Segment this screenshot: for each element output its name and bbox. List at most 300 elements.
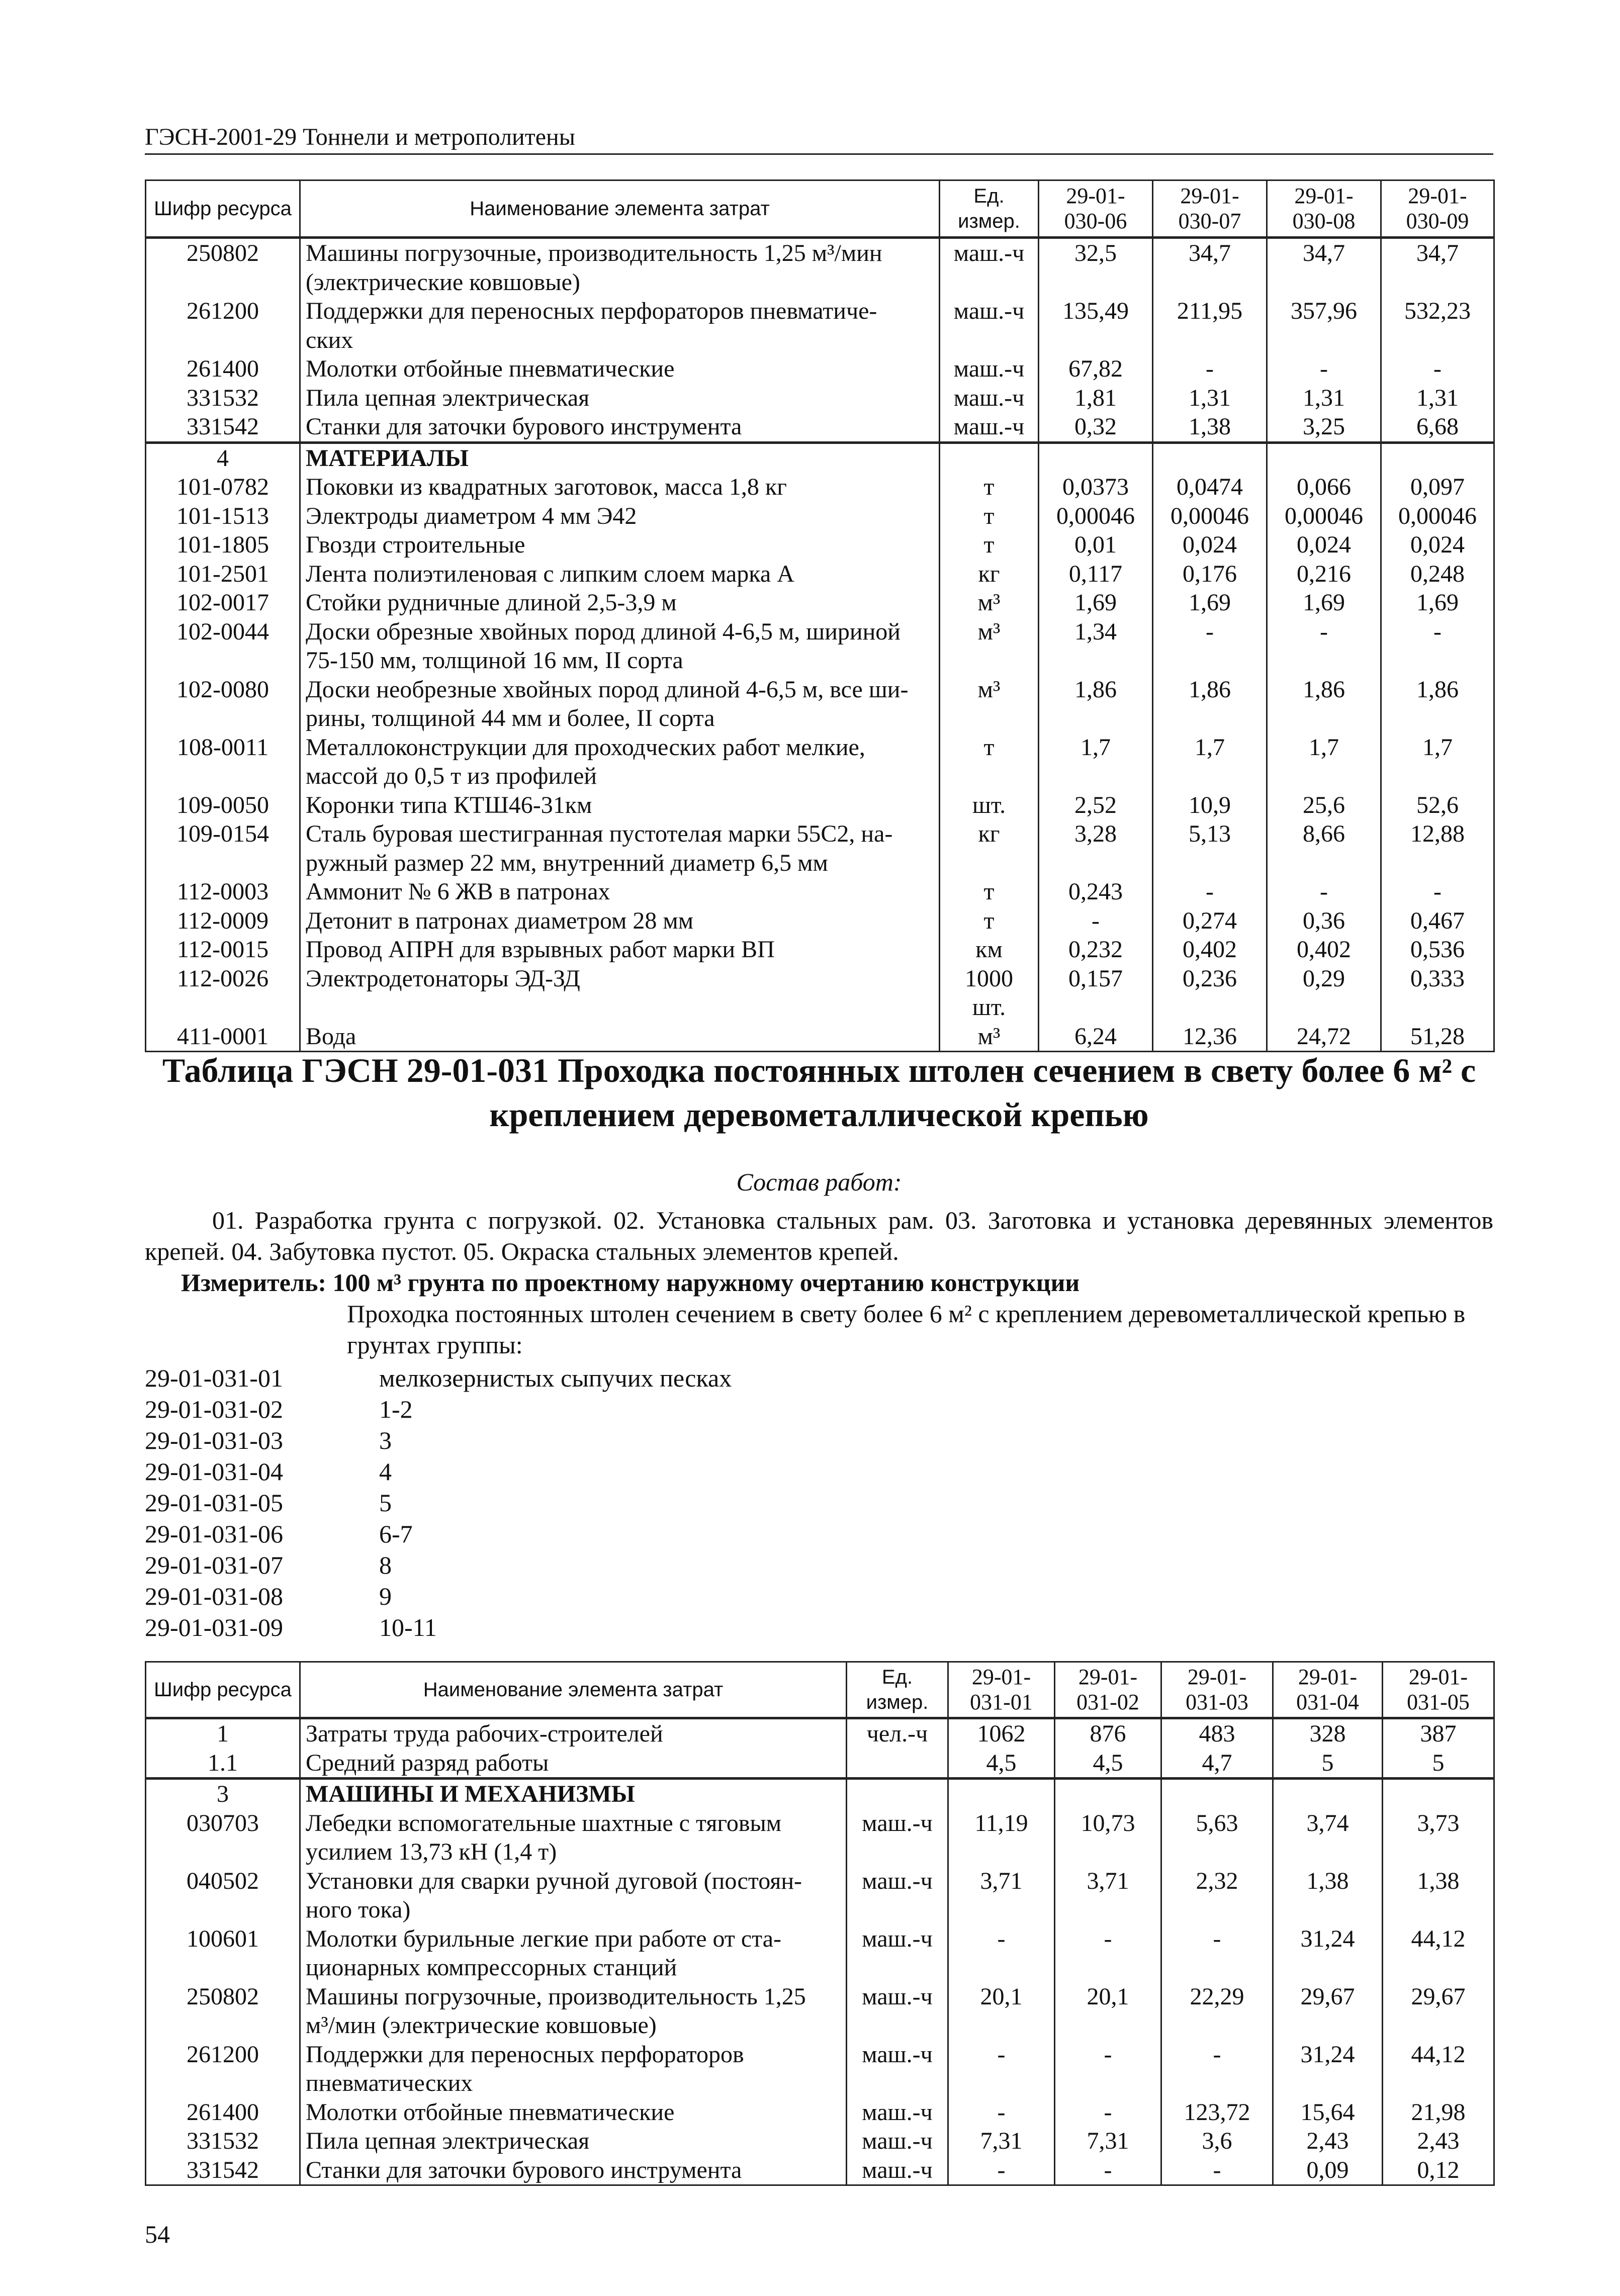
value-cell: - — [1161, 2040, 1273, 2098]
resource-code: 1.1 — [146, 1749, 300, 1779]
resource-name-line: Поковки из квадратных заготовок, масса 1,8 кг — [306, 474, 787, 500]
value-cell: 51,28 — [1381, 1022, 1494, 1052]
value-cell: - — [1055, 2040, 1161, 2098]
value-cell: 2,32 — [1161, 1867, 1273, 1924]
unit-cell: маш.-ч — [940, 238, 1039, 297]
value-cell: 20,1 — [1055, 1982, 1161, 2040]
table-row — [146, 1022, 1494, 1052]
table-row — [146, 2098, 1494, 2127]
value-cell: 1,69 — [1039, 588, 1153, 617]
resource-name-line: Пила цепная электрическая — [306, 2128, 590, 2154]
code-list-item — [145, 1549, 392, 1581]
code-list-code: 29-01-031-03 — [145, 1426, 283, 1454]
resource-code: 261200 — [146, 2040, 300, 2098]
code-list-description: 5 — [379, 1489, 392, 1517]
value-cell: 1,38 — [1153, 412, 1267, 442]
col-header-unit: Ед. измер. — [940, 180, 1039, 238]
resource-name — [300, 2040, 847, 2098]
value-cell: 1,86 — [1039, 675, 1153, 733]
unit-cell: маш.-ч — [847, 1809, 948, 1867]
value-cell: 4,5 — [948, 1749, 1055, 1779]
resource-code: 101-0782 — [146, 473, 300, 502]
col-header-030-07: 29-01- 030-07 — [1153, 180, 1267, 238]
resource-name-line: Стойки рудничные длиной 2,5-3,9 м — [306, 589, 677, 616]
table-row — [146, 733, 1494, 791]
resource-code: 331532 — [146, 384, 300, 413]
section-row — [146, 1779, 1494, 1809]
code-list-item — [145, 1612, 437, 1643]
resource-name-line: (электрические ковшовые) — [306, 268, 580, 296]
value-cell: - — [1153, 617, 1267, 675]
unit-cell: маш.-ч — [847, 2098, 948, 2127]
value-cell: 0,467 — [1381, 906, 1494, 936]
value-cell: 0,274 — [1153, 906, 1267, 936]
section-title-line-2: креплением деревометаллической крепью — [489, 1095, 1149, 1134]
table-row — [146, 2127, 1494, 2156]
resource-name — [300, 588, 940, 617]
value-cell: - — [1055, 2098, 1161, 2127]
value-cell: 1,7 — [1267, 733, 1381, 791]
value-cell — [1153, 442, 1267, 473]
value-cell: 1,38 — [1383, 1867, 1494, 1924]
value-cell: 3,74 — [1273, 1809, 1383, 1867]
code-list-item — [145, 1581, 392, 1612]
unit-cell — [847, 1779, 948, 1809]
resource-name-line: МАШИНЫ И МЕХАНИЗМЫ — [306, 1781, 635, 1807]
value-cell: 1,31 — [1381, 384, 1494, 413]
resource-name-line: ного тока) — [306, 1896, 411, 1923]
resource-name-line: Молотки отбойные пневматические — [306, 2098, 675, 2126]
resource-name-line: Машины погрузочные, производительность 1,25 — [306, 1983, 806, 2010]
resource-name — [300, 354, 940, 384]
resource-name — [300, 617, 940, 675]
value-cell: 1,34 — [1039, 617, 1153, 675]
value-cell: 10,9 — [1153, 791, 1267, 820]
resource-name — [300, 473, 940, 502]
value-cell: 0,236 — [1153, 964, 1267, 1022]
unit-cell: м³ — [940, 675, 1039, 733]
col-header-unit: Ед. измер. — [847, 1662, 948, 1718]
resource-name — [300, 2098, 847, 2127]
table-row — [146, 412, 1494, 442]
value-cell: 3,28 — [1039, 819, 1153, 877]
value-cell: 34,7 — [1381, 238, 1494, 297]
resource-name — [300, 442, 940, 473]
value-cell — [1381, 442, 1494, 473]
value-cell: 0,0373 — [1039, 473, 1153, 502]
unit-cell: т — [940, 473, 1039, 502]
table-row — [146, 354, 1494, 384]
value-cell: - — [1039, 906, 1153, 936]
resource-name-line: ционарных компрессорных станций — [306, 1954, 677, 1981]
code-list-code: 29-01-031-02 — [145, 1395, 283, 1423]
resource-name-line: массой до 0,5 т из профилей — [306, 763, 597, 789]
table-row — [146, 617, 1494, 675]
resource-code: 3 — [146, 1779, 300, 1809]
resource-table-031 — [145, 1661, 1495, 2186]
code-list-code: 29-01-031-08 — [145, 1582, 283, 1610]
table-row — [146, 530, 1494, 560]
col-header-code: Шифр ресурса — [146, 1662, 300, 1718]
page-number: 54 — [145, 2220, 170, 2248]
resource-code: 112-0003 — [146, 877, 300, 906]
code-list-description: 9 — [379, 1582, 392, 1610]
code-list-code: 29-01-031-07 — [145, 1551, 283, 1579]
resource-code: 261400 — [146, 354, 300, 384]
value-cell: 31,24 — [1273, 2040, 1383, 2098]
value-cell: 1,31 — [1153, 384, 1267, 413]
unit-cell: маш.-ч — [847, 1924, 948, 1982]
resource-name-line: Электроды диаметром 4 мм Э42 — [306, 502, 637, 529]
resource-name-line: Провод АПРН для взрывных работ марки ВП — [306, 936, 775, 963]
table-row — [146, 384, 1494, 413]
value-cell: - — [1153, 877, 1267, 906]
value-cell: 0,36 — [1267, 906, 1381, 936]
value-cell: 6,24 — [1039, 1022, 1153, 1052]
resource-name — [300, 877, 940, 906]
table-row — [146, 560, 1494, 589]
resource-code: 250802 — [146, 238, 300, 297]
unit-cell: т — [940, 733, 1039, 791]
resource-name-line: Коронки типа КТШ46-31км — [306, 791, 592, 818]
unit-cell — [847, 1749, 948, 1779]
table-row — [146, 2156, 1494, 2185]
resource-code: 101-1805 — [146, 530, 300, 560]
unit-cell: шт. — [940, 791, 1039, 820]
unit-cell: чел.-ч — [847, 1718, 948, 1749]
resource-name — [300, 2127, 847, 2156]
table-row — [146, 819, 1494, 877]
value-cell: 1062 — [948, 1718, 1055, 1749]
code-list-item — [145, 1456, 392, 1487]
resource-name — [300, 297, 940, 354]
value-cell — [1039, 442, 1153, 473]
resource-code: 4 — [146, 442, 300, 473]
value-cell: 15,64 — [1273, 2098, 1383, 2127]
value-cell — [1161, 1779, 1273, 1809]
value-cell: 7,31 — [948, 2127, 1055, 2156]
code-list-description: 8 — [379, 1551, 392, 1579]
value-cell: 0,00046 — [1153, 502, 1267, 531]
value-cell: - — [1267, 877, 1381, 906]
section-title-line-1: Таблица ГЭСН 29-01-031 Проходка постоянных штолен сечением в свету более 6 м² с — [162, 1051, 1476, 1089]
section-row — [146, 442, 1494, 473]
resource-name-line: Детонит в патронах диаметром 28 мм — [306, 907, 694, 934]
value-cell: 24,72 — [1267, 1022, 1381, 1052]
unit-cell — [940, 442, 1039, 473]
resource-name — [300, 2156, 847, 2185]
value-cell: 31,24 — [1273, 1924, 1383, 1982]
resource-name-line: Сталь буровая шестигранная пустотелая марки 55С2, на- — [306, 820, 893, 847]
value-cell: 3,25 — [1267, 412, 1381, 442]
unit-cell: маш.-ч — [847, 2156, 948, 2185]
value-cell: - — [1153, 354, 1267, 384]
value-cell: 0,01 — [1039, 530, 1153, 560]
value-cell: - — [948, 2156, 1055, 2185]
value-cell — [1055, 1779, 1161, 1809]
value-cell: 0,248 — [1381, 560, 1494, 589]
resource-name-line: рины, толщиной 44 мм и более, II сорта — [306, 705, 715, 731]
value-cell: 34,7 — [1153, 238, 1267, 297]
value-cell: 0,024 — [1267, 530, 1381, 560]
value-cell: 2,43 — [1383, 2127, 1494, 2156]
value-cell: 44,12 — [1383, 1924, 1494, 1982]
unit-cell: 1000 шт. — [940, 964, 1039, 1022]
resource-name-line: Лебедки вспомогательные шахтные с тяговым — [306, 1809, 782, 1836]
value-cell: - — [1161, 1924, 1273, 1982]
resource-name — [300, 530, 940, 560]
resource-name-line: Станки для заточки бурового инструмента — [306, 413, 742, 440]
code-list-description: 10-11 — [379, 1613, 437, 1641]
resource-name — [300, 906, 940, 936]
value-cell: - — [1267, 617, 1381, 675]
value-cell: 8,66 — [1267, 819, 1381, 877]
value-cell: - — [1055, 1924, 1161, 1982]
code-list-item — [145, 1425, 392, 1456]
value-cell: 0,176 — [1153, 560, 1267, 589]
value-cell: 0,024 — [1381, 530, 1494, 560]
resource-code: 112-0009 — [146, 906, 300, 936]
col-header-name: Наименование элемента затрат — [300, 1662, 847, 1718]
unit-cell: маш.-ч — [940, 297, 1039, 354]
table-row — [146, 877, 1494, 906]
resource-code: 261200 — [146, 297, 300, 354]
value-cell: 5 — [1273, 1749, 1383, 1779]
resource-name-line: Молотки бурильные легкие при работе от ста- — [306, 1925, 782, 1952]
resource-name-line: пневматических — [306, 2070, 473, 2096]
unit-cell: кг — [940, 560, 1039, 589]
table-row — [146, 297, 1494, 354]
value-cell — [948, 1779, 1055, 1809]
running-header: ГЭСН-2001-29 Тоннели и метрополитены — [145, 124, 575, 150]
table-row — [146, 1749, 1494, 1779]
value-cell: 1,86 — [1381, 675, 1494, 733]
resource-name — [300, 384, 940, 413]
value-cell: 7,31 — [1055, 2127, 1161, 2156]
resource-name-line: Гвозди строительные — [306, 531, 525, 558]
unit-cell: м³ — [940, 617, 1039, 675]
value-cell: - — [1381, 354, 1494, 384]
col-header-031-04: 29-01- 031-04 — [1273, 1662, 1383, 1718]
resource-name-line: Пила цепная электрическая — [306, 384, 590, 411]
unit-cell: маш.-ч — [847, 1867, 948, 1924]
resource-name-line: м³/мин (электрические ковшовые) — [306, 2012, 657, 2039]
resource-name-line: Поддержки для переносных перфораторов — [306, 2041, 744, 2068]
value-cell: 1,31 — [1267, 384, 1381, 413]
resource-name-line: усилием 13,73 кН (1,4 т) — [306, 1839, 557, 1865]
resource-table-030 — [145, 179, 1495, 1052]
table-row — [146, 2040, 1494, 2098]
value-cell: 11,19 — [948, 1809, 1055, 1867]
resource-name-line: ружный размер 22 мм, внутренний диаметр 6,5 мм — [306, 849, 828, 876]
resource-name-line: МАТЕРИАЛЫ — [306, 444, 469, 472]
table-row — [146, 502, 1494, 531]
value-cell: 34,7 — [1267, 238, 1381, 297]
resource-name-line: Металлоконструкции для проходческих работ мелкие, — [306, 733, 865, 761]
unit-cell: м³ — [940, 588, 1039, 617]
resource-code: 108-0011 — [146, 733, 300, 791]
col-header-031-02: 29-01- 031-02 — [1055, 1662, 1161, 1718]
unit-cell: т — [940, 877, 1039, 906]
resource-code: 331542 — [146, 2156, 300, 2185]
resource-name-line: Лента полиэтиленовая с липким слоем марка А — [306, 560, 794, 587]
resource-name — [300, 1779, 847, 1809]
value-cell: 12,36 — [1153, 1022, 1267, 1052]
works-label: Состав работ: — [736, 1168, 902, 1196]
code-list-code: 29-01-031-06 — [145, 1520, 283, 1548]
resource-code: 331532 — [146, 2127, 300, 2156]
value-cell: 4,7 — [1161, 1749, 1273, 1779]
value-cell: 0,117 — [1039, 560, 1153, 589]
resource-code: 030703 — [146, 1809, 300, 1867]
resource-name-line: ских — [306, 326, 353, 353]
resource-name — [300, 675, 940, 733]
col-header-031-01: 29-01- 031-01 — [948, 1662, 1055, 1718]
resource-name — [300, 791, 940, 820]
value-cell — [1273, 1779, 1383, 1809]
measurement-unit: Измеритель: 100 м³ грунта по проектному наружному очертанию конструкции — [181, 1268, 1080, 1297]
resource-name — [300, 560, 940, 589]
value-cell: 876 — [1055, 1718, 1161, 1749]
table-row — [146, 1867, 1494, 1924]
resource-name-line: Станки для заточки бурового инструмента — [306, 2156, 742, 2183]
col-header-030-06: 29-01- 030-06 — [1039, 180, 1153, 238]
resource-code: 250802 — [146, 1982, 300, 2040]
value-cell — [1383, 1779, 1494, 1809]
value-cell: 135,49 — [1039, 297, 1153, 354]
code-list-item — [145, 1394, 413, 1425]
col-header-031-03: 29-01- 031-03 — [1161, 1662, 1273, 1718]
value-cell: - — [1055, 2156, 1161, 2185]
code-list-description: 1-2 — [379, 1395, 413, 1423]
value-cell: 357,96 — [1267, 297, 1381, 354]
unit-cell: маш.-ч — [940, 354, 1039, 384]
resource-name-line: Доски необрезные хвойных пород длиной 4-6,5 м, все ши- — [306, 676, 909, 703]
value-cell: 3,71 — [948, 1867, 1055, 1924]
value-cell: 5,13 — [1153, 819, 1267, 877]
resource-name — [300, 935, 940, 964]
value-cell: 25,6 — [1267, 791, 1381, 820]
unit-cell: кг — [940, 819, 1039, 877]
value-cell: 32,5 — [1039, 238, 1153, 297]
resource-code: 261400 — [146, 2098, 300, 2127]
value-cell: 123,72 — [1161, 2098, 1273, 2127]
value-cell: 0,157 — [1039, 964, 1153, 1022]
col-header-030-09: 29-01- 030-09 — [1381, 180, 1494, 238]
unit-cell: маш.-ч — [847, 2040, 948, 2098]
section-title — [145, 1048, 1493, 1137]
resource-code: 109-0050 — [146, 791, 300, 820]
value-cell: 1,69 — [1267, 588, 1381, 617]
value-cell: 1,38 — [1273, 1867, 1383, 1924]
value-cell: 5,63 — [1161, 1809, 1273, 1867]
resource-name-line: Поддержки для переносных перфораторов пневматиче- — [306, 298, 877, 324]
code-list-description: 6-7 — [379, 1520, 413, 1548]
table-row — [146, 935, 1494, 964]
value-cell: 0,0474 — [1153, 473, 1267, 502]
works-description: 01. Разработка грунта с погрузкой. 02. Установка стальных рам. 03. Заготовка и установка деревянных элементов крепей. 04. Забутовка пустот. 05. Окраска стальных элементов крепей. — [145, 1206, 1493, 1265]
value-cell: 0,536 — [1381, 935, 1494, 964]
code-list-description: 4 — [379, 1457, 392, 1486]
table-row — [146, 791, 1494, 820]
value-cell: - — [1381, 877, 1494, 906]
code-list-code: 29-01-031-04 — [145, 1457, 283, 1486]
code-list-description: 3 — [379, 1426, 392, 1454]
table-row — [146, 238, 1494, 297]
table-row — [146, 588, 1494, 617]
value-cell: 52,6 — [1381, 791, 1494, 820]
value-cell: 0,00046 — [1039, 502, 1153, 531]
value-cell: 67,82 — [1039, 354, 1153, 384]
resource-name — [300, 819, 940, 877]
value-cell: 0,402 — [1267, 935, 1381, 964]
code-list-item — [145, 1362, 732, 1394]
resource-code: 040502 — [146, 1867, 300, 1924]
value-cell: - — [1161, 2156, 1273, 2185]
value-cell: 328 — [1273, 1718, 1383, 1749]
resource-code: 101-2501 — [146, 560, 300, 589]
value-cell: 3,6 — [1161, 2127, 1273, 2156]
value-cell: 2,52 — [1039, 791, 1153, 820]
col-header-code: Шифр ресурса — [146, 180, 300, 238]
table-row — [146, 1809, 1494, 1867]
resource-name — [300, 238, 940, 297]
resource-name-line: Затраты труда рабочих-строителей — [306, 1720, 663, 1747]
table-row — [146, 1718, 1494, 1749]
value-cell: - — [948, 1924, 1055, 1982]
value-cell: 0,32 — [1039, 412, 1153, 442]
resource-name-line: Вода — [306, 1023, 356, 1050]
resource-name — [300, 1982, 847, 2040]
value-cell: 0,402 — [1153, 935, 1267, 964]
value-cell: 0,232 — [1039, 935, 1153, 964]
value-cell: 0,09 — [1273, 2156, 1383, 2185]
resource-name-line: Молотки отбойные пневматические — [306, 355, 675, 382]
value-cell: 5 — [1383, 1749, 1494, 1779]
resource-name — [300, 733, 940, 791]
resource-name — [300, 1022, 940, 1052]
table-row — [146, 906, 1494, 936]
value-cell: 6,68 — [1381, 412, 1494, 442]
value-cell: 1,69 — [1381, 588, 1494, 617]
value-cell — [1267, 442, 1381, 473]
value-cell: 1,86 — [1267, 675, 1381, 733]
value-cell: - — [948, 2098, 1055, 2127]
unit-cell: т — [940, 906, 1039, 936]
value-cell: 4,5 — [1055, 1749, 1161, 1779]
resource-name-line: Доски обрезные хвойных пород длиной 4-6,5 м, шириной — [306, 618, 901, 645]
value-cell: 532,23 — [1381, 297, 1494, 354]
value-cell: 3,73 — [1383, 1809, 1494, 1867]
resource-name — [300, 1718, 847, 1749]
resource-name-line: Электродетонаторы ЭД-ЗД — [306, 965, 580, 992]
value-cell: 12,88 — [1381, 819, 1494, 877]
table-row — [146, 1924, 1494, 1982]
value-cell: 0,12 — [1383, 2156, 1494, 2185]
table-row — [146, 964, 1494, 1022]
unit-cell: маш.-ч — [847, 2127, 948, 2156]
unit-cell: км — [940, 935, 1039, 964]
value-cell: 29,67 — [1383, 1982, 1494, 2040]
value-cell: - — [1267, 354, 1381, 384]
resource-code: 102-0044 — [146, 617, 300, 675]
table-row — [146, 473, 1494, 502]
unit-cell: маш.-ч — [847, 1982, 948, 2040]
resource-code: 1 — [146, 1718, 300, 1749]
code-list-code: 29-01-031-05 — [145, 1489, 283, 1517]
code-list-item — [145, 1518, 413, 1549]
resource-code: 109-0154 — [146, 819, 300, 877]
